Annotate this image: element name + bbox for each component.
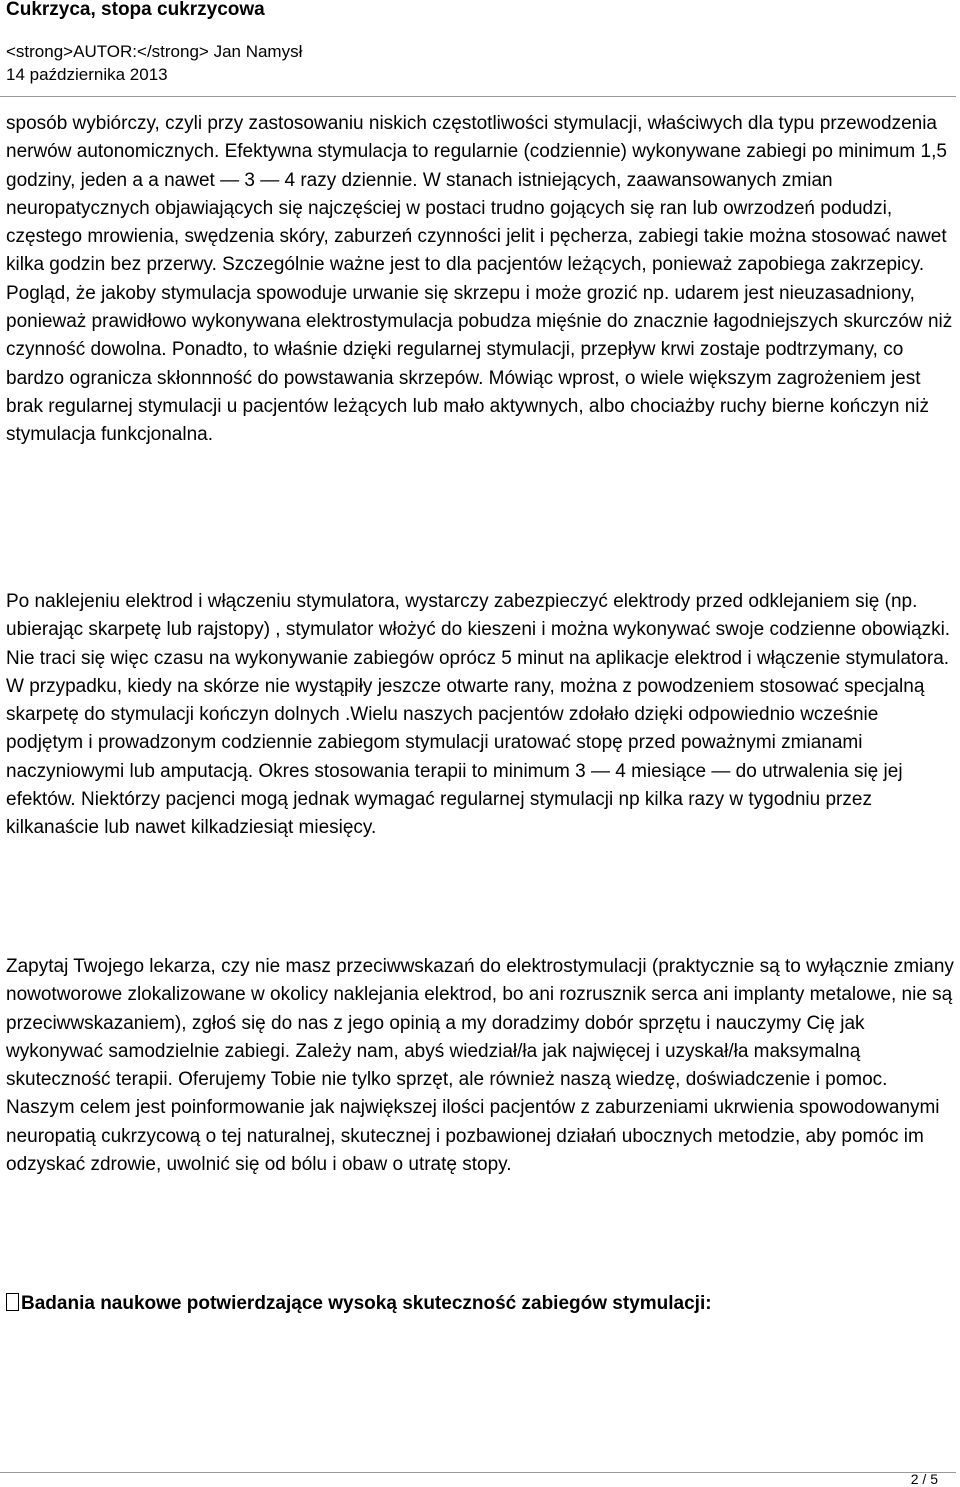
paragraph-electrode-application: Po naklejeniu elektrod i włączeniu stymulatora, wystarczy zabezpieczyć elektrody przed odklejaniem się (np. ubierając skarpetę lub rajstopy) , stymulator włożyć do kieszeni i można wykonywać swoje codzienne obowiązki. Nie traci się więc czasu na wykonywanie zabiegów oprócz 5 minut na aplikacje elektrod i włączenie stymulatora. W przypadku, kiedy na skórze nie wystąpiły jeszcze otwarte rany, można z powodzeniem stosować specjalną skarpetę do stymulacji kończyn dolnych .Wielu naszych pacjentów zdołało dzięki odpowiednio wcześnie podjętym i prowadzonym codziennie zabiegom stymulacji uratować stopę przed poważnymi zmianami naczyniowymi lub amputacją. Okres stosowania terapii to minimum 3 — 4 miesiące — do utrwalenia się jej efektów. Niektórzy pacjenci mogą jednak wymagać regularnej stymulacji np kilka razy w tygodniu przez kilkanaście lub nawet kilkadziesiąt miesięcy.	[6, 591, 951, 839]
page-number: 2 / 5	[910, 1471, 938, 1487]
publication-date: 14 października 2013	[6, 65, 168, 84]
paragraph-ask-doctor: Zapytaj Twojego lekarza, czy nie masz przeciwwskazań do elektrostymulacji (praktycznie są to wyłącznie zmiany nowotworowe zlokalizowane w okolicy naklejania elektrod, bo ani rozrusznik serca ani implanty metalowe, nie są przeciwwskazaniem), zgłoś się do nas z jego opinią a my doradzimy dobór sprzętu i nauczymy Cię jak wykonywać samodzielnie zabiegi. Zależy nam, abyś wiedział/ła jak najwięcej i uzyskał/ła maksymalną skuteczność terapii. Oferujemy Tobie nie tylko sprzęt, ale również naszą wiedzę, doświadczenie i pomoc. Naszym celem jest poinformowanie jak największej ilości pacjentów z zaburzeniami ukrwienia spowodowanymi neuropatią cukrzycową o tej naturalnej, skutecznej i pozbawionej działań ubocznych metodzie, aby pomóc im odzyskać zdrowie, uwolnić się od bólu i obaw o utratę stopy.	[6, 956, 954, 1176]
author-line: <strong>AUTOR:</strong> Jan Namysł	[6, 42, 303, 61]
section-heading-text: Badania naukowe potwierdzające wysoką skuteczność zabiegów stymulacji:	[21, 1293, 712, 1314]
page-header	[6, 0, 956, 85]
article-body	[6, 110, 958, 1314]
missing-glyph-icon	[6, 1293, 19, 1311]
footer-divider	[0, 1472, 956, 1473]
paragraph-stimulation-method: sposób wybiórczy, czyli przy zastosowaniu niskich częstotliwości stymulacji, właściwych dla typu przewodzenia nerwów autonomicznych. Efektywna stymulacja to regularnie (codziennie) wykonywane zabiegi po minimum 1,5 godziny, jeden a a nawet — 3 — 4 razy dziennie. W stanach istniejących, zaawansowanych zmian neuropatycznych objawiających się najczęściej w postaci trudno gojących się ran lub owrzodzeń podudzi, częstego mrowienia, swędzenia skóry, zaburzeń czynności jelit i pęcherza, zabiegi takie można stosować nawet kilka godzin bez przerwy. Szczególnie ważne jest to dla pacjentów leżących, ponieważ zapobiega zakrzepicy. Pogląd, że jakoby stymulacja spowoduje urwanie się skrzepu i może grozić np. udarem jest nieuzasadniony, ponieważ prawidłowo wykonywana elektrostymulacja pobudza mięśnie do znacznie łagodniejszych skurczów niż czynność dowolna. Ponadto, to właśnie dzięki regularnej stymulacji, przepływ krwi zostaje podtrzymany, co bardzo ogranicza skłonnność do powstawania skrzepów. Mówiąc wprost, o wiele większym zagrożeniem jest brak regularnej stymulacji u pacjentów leżących lub mało aktywnych, albo chociażby ruchy bierne kończyn niż stymulacja funkcjonalna.	[6, 113, 953, 446]
section-heading	[6, 1290, 712, 1318]
document-title: Cukrzyca, stopa cukrzycowa	[6, 0, 265, 20]
header-divider	[0, 96, 956, 97]
